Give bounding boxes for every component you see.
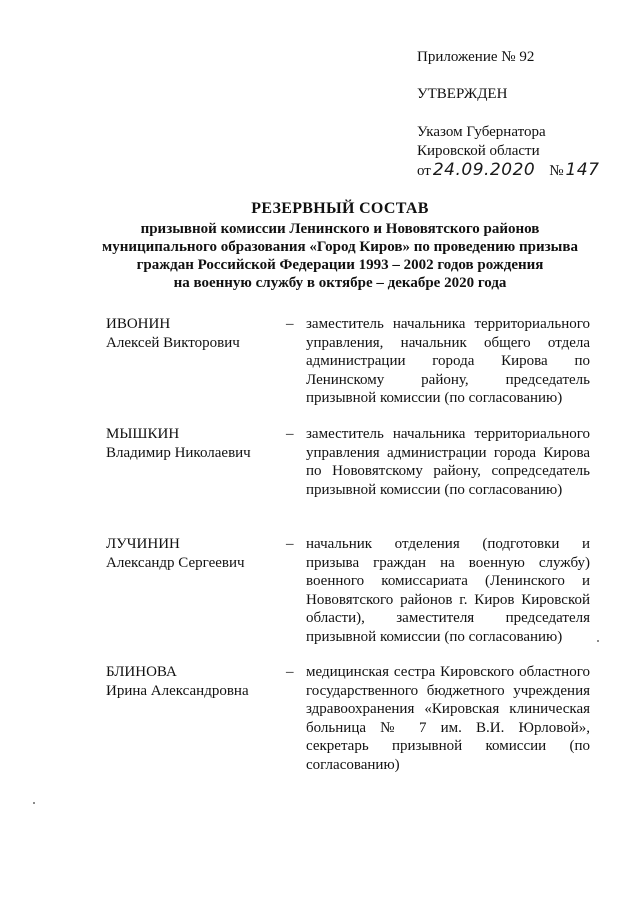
handwritten-number: 147 [565, 160, 600, 180]
approval-header [417, 48, 617, 181]
member-entry [106, 663, 590, 773]
member-given-names: Ирина Александровна [106, 682, 249, 699]
member-role: медицинская сестра Кировского областного государственного бюджетного учреждения здравоохранения «Кировская клиническая больница № 7 им. В.И. Юрловой», секретарь призывной комиссии (по согласованию) [306, 664, 590, 773]
member-surname: МЫШКИН [106, 426, 180, 442]
member-role: заместитель начальника территориального управления, начальник общего отдела администрации города Кирова по Ленинскому району, председатель призывной комиссии (по согласованию) [306, 316, 590, 406]
title-main: РЕЗЕРВНЫЙ СОСТАВ [251, 200, 429, 217]
member-entry [106, 425, 590, 517]
member-dash: – [286, 536, 294, 552]
member-name [106, 315, 286, 407]
title-line-1: призывной комиссии Ленинского и Нововятского районов [140, 221, 540, 237]
member-dash: – [286, 316, 294, 332]
handwritten-date: 24.09.2020 [432, 160, 536, 180]
title-line-4: на военную службу в октябре – декабре 2020 года [173, 275, 507, 291]
member-surname: БЛИНОВА [106, 664, 177, 680]
member-dash: – [286, 426, 294, 442]
scan-speck [597, 640, 599, 642]
title-line-2: муниципального образования «Город Киров» по проведению призыва [102, 239, 578, 255]
member-given-names: Владимир Николаевич [106, 444, 251, 461]
number-label: № [549, 163, 564, 179]
member-name [106, 535, 286, 645]
member-entry [106, 315, 590, 407]
member-surname: ЛУЧИНИН [106, 536, 180, 552]
document-title [60, 200, 620, 292]
member-name [106, 425, 286, 517]
decree-line-2: Кировской области [417, 143, 540, 159]
decree-line-1: Указом Губернатора [417, 124, 546, 140]
decree-date-number [417, 161, 617, 181]
title-line-3: граждан Российской Федерации 1993 – 2002 годов рождения [136, 257, 544, 273]
member-surname: ИВОНИН [106, 316, 171, 332]
member-given-names: Алексей Викторович [106, 334, 240, 351]
appendix-number: Приложение № 92 [417, 49, 535, 65]
member-entry [106, 535, 590, 645]
scan-speck [33, 802, 35, 804]
members-list [106, 315, 590, 791]
member-role: заместитель начальника территориального управления администрации города Кирова по Нововятскому району, сопредседатель призывной комиссии (по согласованию) [306, 426, 590, 498]
member-name [106, 663, 286, 773]
member-dash: – [286, 664, 294, 680]
date-prefix: от [417, 163, 431, 179]
member-given-names: Александр Сергеевич [106, 554, 245, 571]
approved-stamp: УТВЕРЖДЕН [417, 86, 508, 102]
member-role: начальник отделения (подготовки и призыва граждан на военную службу) военного комиссариата (Ленинского и Нововятского районов г. Киров Кировской области), заместителя председателя призывной комиссии (по согласованию) [306, 536, 590, 645]
